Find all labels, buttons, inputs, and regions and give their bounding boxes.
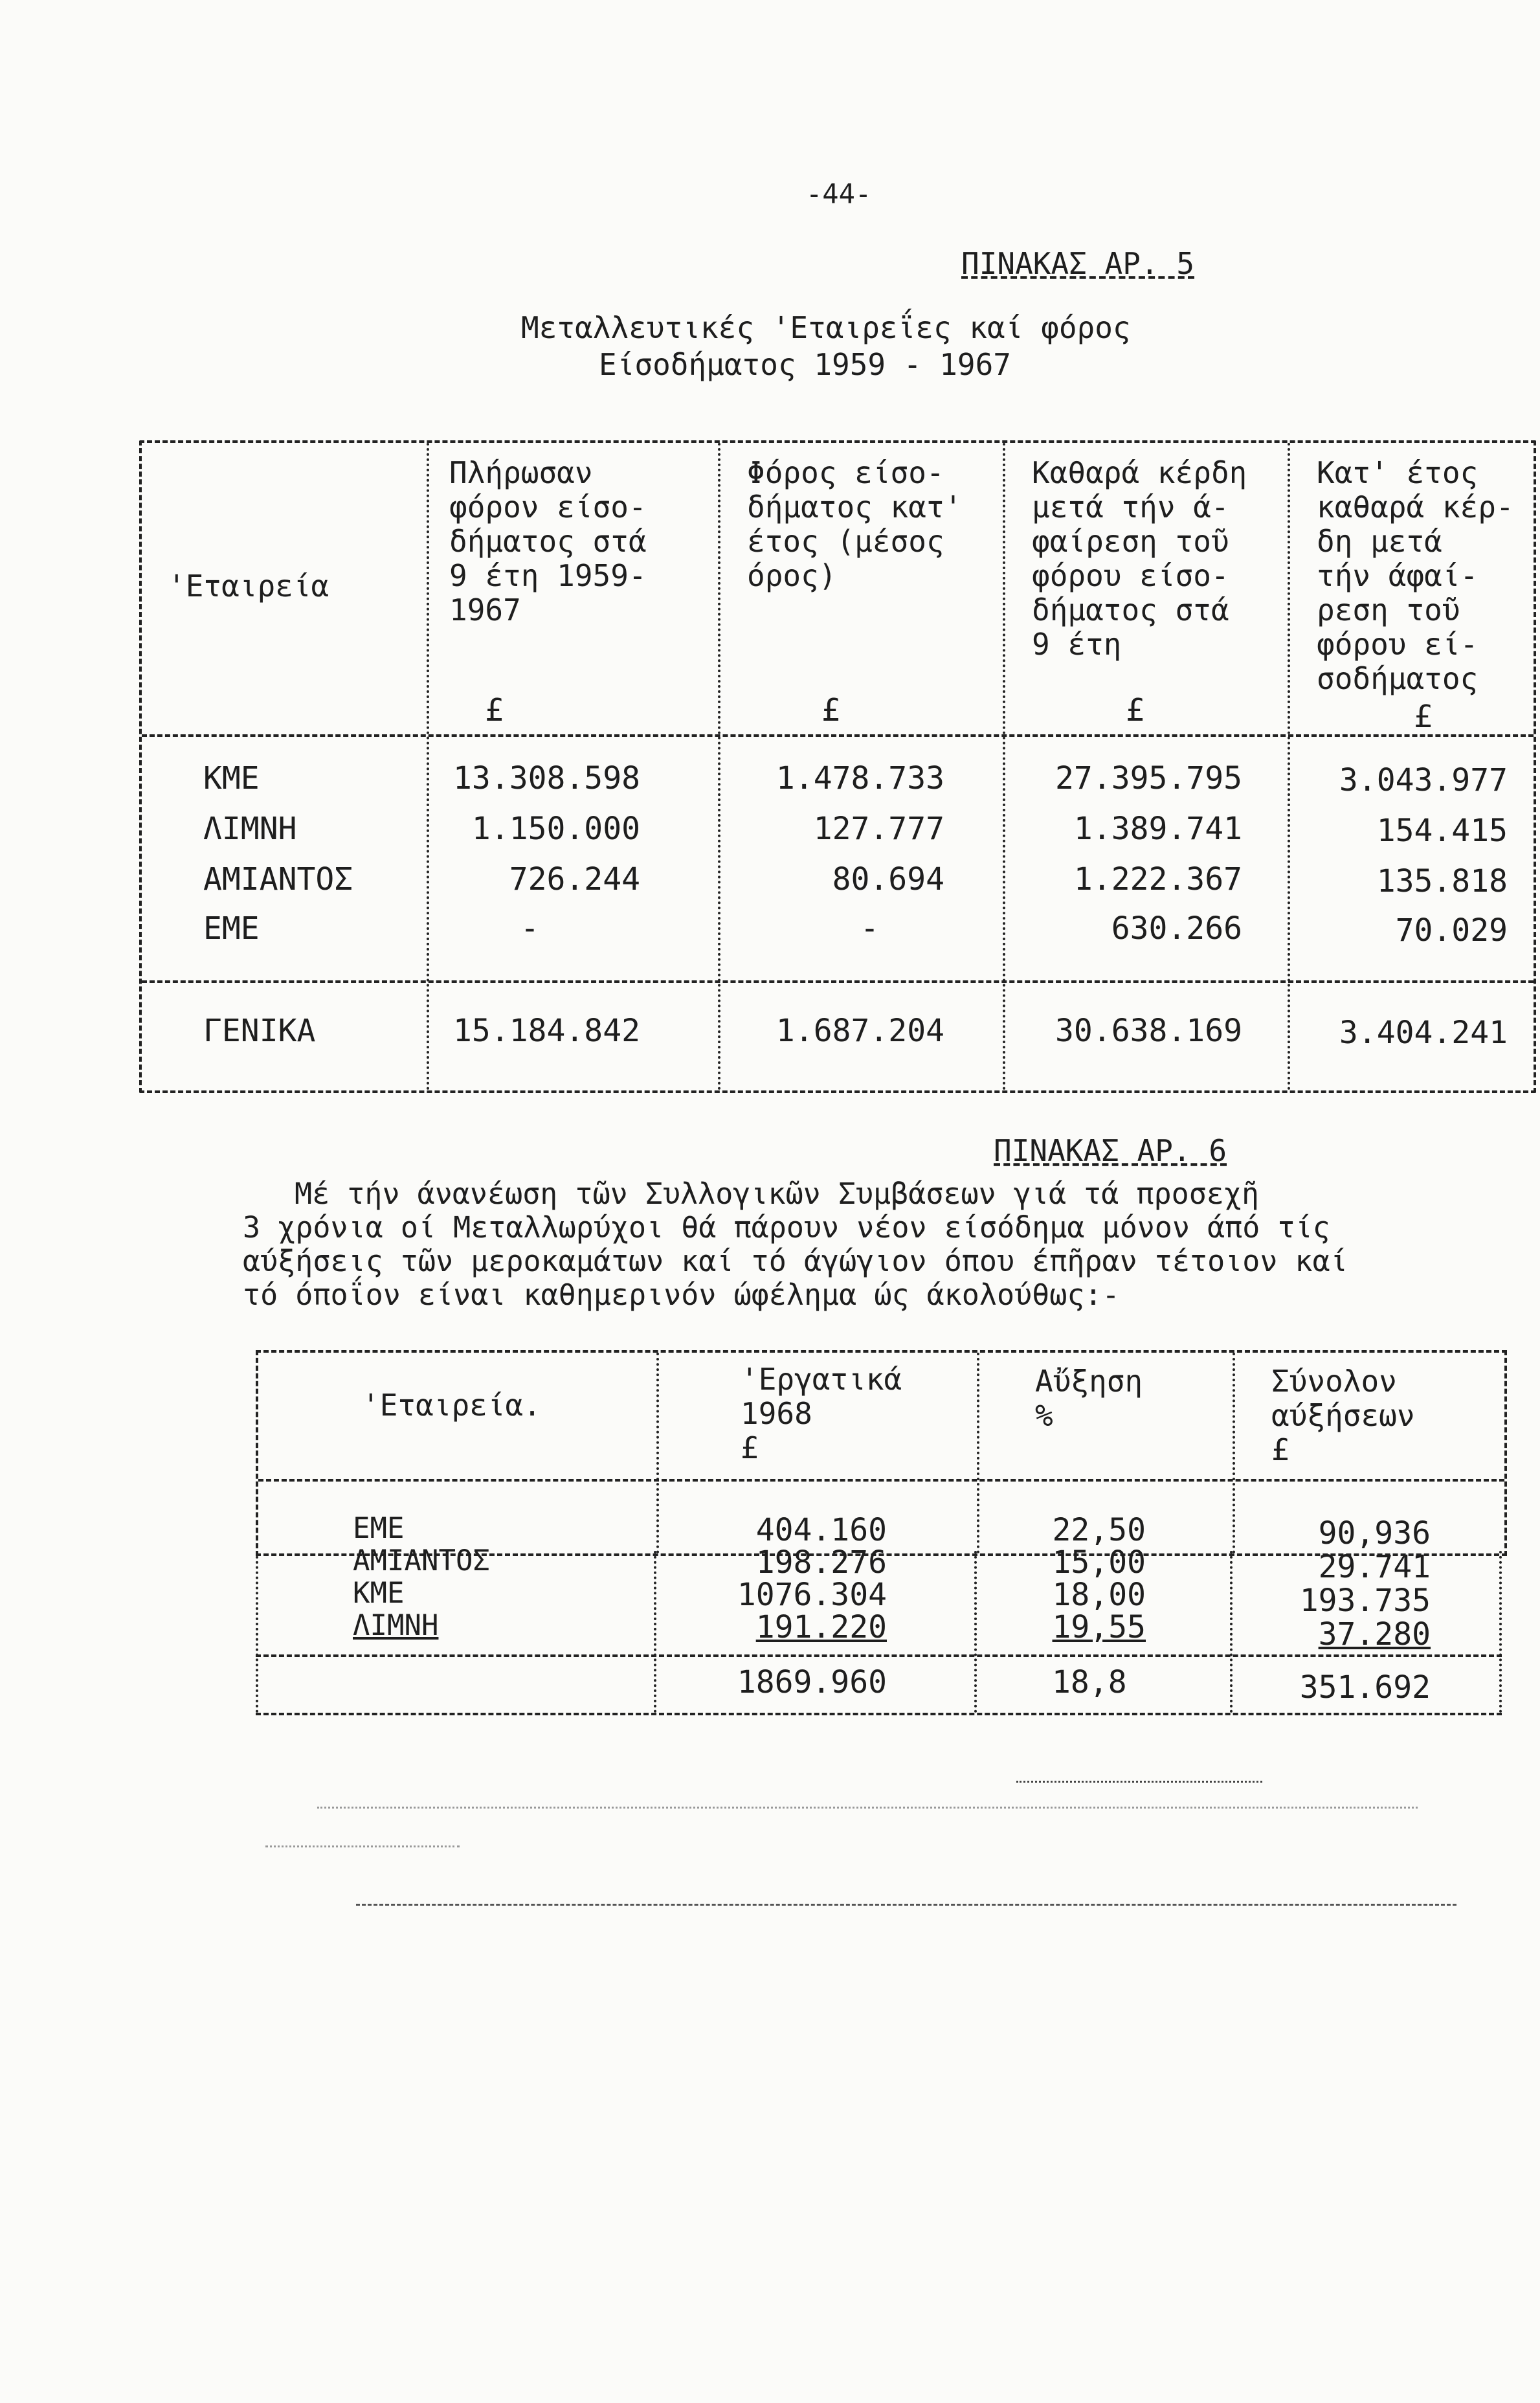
annual-total: 3.404.241 [1339, 1015, 1508, 1051]
currency-symbol: £ [1414, 699, 1433, 735]
paragraph-line: 3 χρόνια οί Μεταλλωρύχοι θά πάρουν νέον είσόδημα μόνον άπό τίς [243, 1210, 1330, 1245]
paid-value: 13.308.598 [453, 760, 640, 796]
table6-col-divider [977, 1353, 979, 1553]
paragraph-line: τό όποΐον είναι καθημερινόν ώφέλημα ώς άκολούθως:- [243, 1278, 1120, 1312]
total-value: 193.735 [1299, 1583, 1431, 1619]
table5-header-paid: Πλήρωσαν φόρον είσο- δήματος στά 9 έτη 1959- 1967 [449, 455, 647, 627]
annual-value: 135.818 [1376, 863, 1508, 899]
company-name: ΛΙΜΝΗ [203, 811, 297, 847]
tax-total: 1.687.204 [776, 1013, 944, 1049]
tax-value: 127.777 [813, 811, 944, 847]
total-label: ΓΕΝΙΚΑ [203, 1013, 316, 1049]
faint-mark [356, 1904, 1456, 1906]
wages-value: 191.220 [755, 1609, 887, 1645]
table5-header-tax: Φόρος είσο- δήματος κατ' έτος (μέσος όρος) [747, 455, 963, 593]
net-value: 630.266 [1111, 910, 1242, 947]
increase-value: 19,55 [1052, 1609, 1146, 1645]
company-name: ΕΜΕ [353, 1512, 405, 1545]
table5-header-company: 'Εταιρεία [168, 569, 329, 604]
table6-side-border [256, 1551, 258, 1713]
paragraph-line: αύξήσεις τῶν μεροκαμάτων καί τό άγώγιον όπου έπῆραν τέτοιον καί [243, 1244, 1348, 1278]
company-name: ΚΜΕ [353, 1577, 405, 1610]
page-number: -44- [806, 178, 872, 210]
table6-col-divider [656, 1353, 659, 1553]
total-value: 37.280 [1318, 1616, 1431, 1653]
annual-value: 154.415 [1376, 813, 1508, 849]
company-name: ΑΜΙΑΝΤΟΣ [203, 861, 353, 897]
total-sum: 351.692 [1299, 1669, 1431, 1706]
tax-value: 1.478.733 [776, 760, 944, 796]
increase-value: 15,00 [1052, 1544, 1146, 1581]
increase-value: 18,00 [1052, 1577, 1146, 1613]
wages-value: 404.160 [755, 1512, 887, 1548]
table6-header-total: Σύνολον αύξήσεων £ [1271, 1364, 1415, 1467]
increase-value: 22,50 [1052, 1512, 1146, 1548]
currency-symbol: £ [485, 692, 504, 728]
increase-total: 18,8 [1052, 1664, 1127, 1700]
paid-value: 726.244 [509, 861, 640, 897]
company-name: ΕΜΕ [203, 910, 260, 947]
table6-col-divider [1230, 1551, 1233, 1713]
table5-col-divider [1288, 443, 1290, 1090]
wages-value: 198.276 [755, 1544, 887, 1581]
table5-col-divider [1003, 443, 1005, 1090]
table5-title-line1: Μεταλλευτικές 'Εταιρεΐες καί φόρος [521, 310, 1131, 345]
table5-col-divider [427, 443, 429, 1090]
wages-total: 1869.960 [737, 1664, 887, 1700]
faint-mark [265, 1845, 460, 1847]
table6-header-increase: Αὔξηση % [1035, 1364, 1143, 1433]
table5-col-divider [718, 443, 720, 1090]
total-value: 90,936 [1318, 1515, 1431, 1551]
total-value: 29.741 [1318, 1549, 1431, 1585]
currency-symbol: £ [821, 692, 840, 728]
net-total: 30.638.169 [1055, 1013, 1242, 1049]
table5-header-annual: Κατ' έτος καθαρά κέρ- δη μετά τήν άφαί- ρεση τοῦ φόρου εί- σοδήματος [1317, 455, 1514, 696]
table6-label: ΠΙΝΑΚΑΣ ΑΡ. 6 [994, 1133, 1227, 1168]
currency-symbol: £ [1126, 692, 1144, 728]
table6-bottom-border [256, 1713, 1502, 1715]
table5-total-divider [142, 980, 1534, 983]
paid-total: 15.184.842 [453, 1013, 640, 1049]
net-value: 27.395.795 [1055, 760, 1242, 796]
faint-mark [1016, 1781, 1262, 1783]
company-name: ΛΙΜΝΗ [353, 1609, 439, 1642]
table6-side-border [1499, 1551, 1502, 1713]
tax-value: 80.694 [832, 861, 944, 897]
wages-value: 1076.304 [737, 1577, 887, 1613]
table5-title-line2: Είσοδήματος 1959 - 1967 [599, 347, 1011, 382]
annual-value: 70.029 [1395, 912, 1508, 949]
table6-col-divider [654, 1551, 656, 1713]
faint-mark [317, 1807, 1418, 1809]
table5-header-divider [142, 734, 1534, 737]
table5-header-net: Καθαρά κέρδη μετά τήν ά- φαίρεση τοῦ φόρου είσο- δήματος στά 9 έτη [1032, 455, 1247, 662]
company-name: ΑΜΙΑΝΤΟΣ [353, 1544, 490, 1577]
paid-value: 1.150.000 [471, 811, 640, 847]
table6-header-wages: 'Εργατικά 1968 £ [741, 1362, 902, 1465]
annual-value: 3.043.977 [1339, 762, 1508, 798]
company-name: ΚΜΕ [203, 760, 260, 796]
table5-label: ΠΙΝΑΚΑΣ ΑΡ. 5 [961, 246, 1195, 281]
table5 [139, 440, 1536, 1093]
net-value: 1.222.367 [1073, 861, 1242, 897]
table6-col-divider [974, 1551, 977, 1713]
table6-total-divider [256, 1654, 1502, 1657]
paragraph-line: Μέ τήν άνανέωση τῶν Συλλογικῶν Συμβάσεων γιά τά προσεχῆ [295, 1177, 1260, 1211]
net-value: 1.389.741 [1073, 811, 1242, 847]
table6-header-company: 'Εταιρεία. [362, 1388, 541, 1423]
tax-value: - [860, 910, 879, 947]
table6-col-divider [1233, 1353, 1235, 1553]
table6-header-divider [258, 1479, 1504, 1482]
paid-value: - [520, 910, 539, 947]
